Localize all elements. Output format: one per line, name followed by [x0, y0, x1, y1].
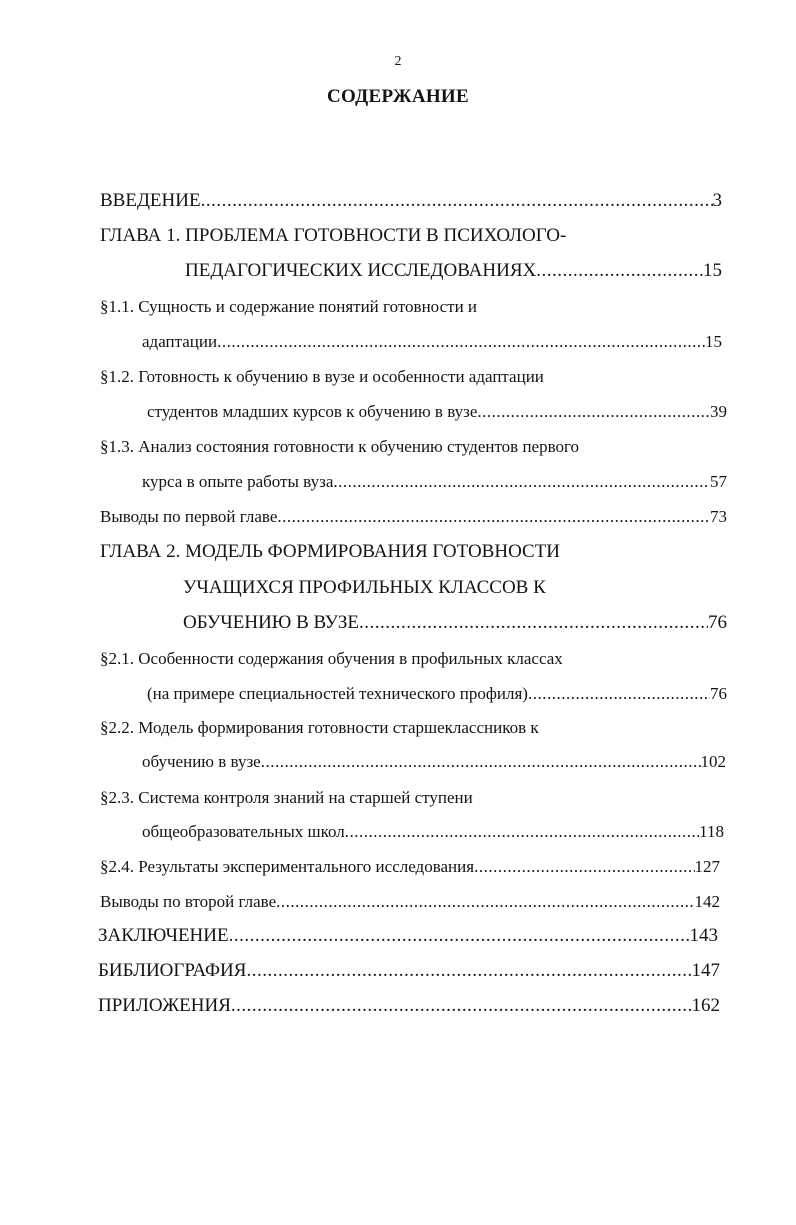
toc-conclusions-chapter-1	[100, 507, 727, 527]
toc-entry-text: ОБУЧЕНИЮ В ВУЗЕ	[183, 612, 359, 633]
toc-entry-intro	[100, 190, 722, 212]
toc-entry-bibliography	[98, 960, 720, 982]
toc-entry-text: ГЛАВА 1. ПРОБЛЕМА ГОТОВНОСТИ В ПСИХОЛОГО-	[100, 225, 567, 246]
dot-leader	[201, 190, 713, 212]
dot-leader	[231, 995, 692, 1017]
toc-entry-text: студентов младших курсов к обучению в вузе	[147, 402, 478, 421]
toc-section-1-1-line1	[100, 297, 722, 317]
dot-leader	[359, 612, 708, 634]
toc-section-1-3-line1	[100, 437, 722, 457]
dot-leader	[536, 260, 703, 282]
toc-entry-text: адаптации	[142, 332, 218, 351]
dot-leader	[246, 960, 691, 982]
dot-leader	[277, 507, 710, 527]
toc-entry-text: Выводы по первой главе	[100, 507, 278, 526]
toc-page-number: 73	[710, 507, 727, 526]
toc-entry-text: курса в опыте работы вуза	[142, 472, 334, 491]
toc-entry-text: §2.2. Модель формирования готовности старшеклассников к	[100, 718, 539, 737]
dot-leader	[229, 925, 690, 947]
toc-entry-text: ГЛАВА 2. МОДЕЛЬ ФОРМИРОВАНИЯ ГОТОВНОСТИ	[100, 541, 561, 562]
toc-section-2-4	[100, 857, 720, 877]
toc-entry-appendices	[98, 995, 720, 1017]
toc-page-number: 147	[691, 960, 720, 981]
toc-section-2-3-line2	[142, 822, 724, 842]
dot-leader	[261, 752, 701, 772]
toc-chapter-2-line2	[183, 577, 723, 599]
toc-section-2-1-line1	[100, 649, 727, 669]
toc-page-number: 102	[700, 752, 726, 771]
toc-page-number: 76	[710, 684, 727, 703]
dot-leader	[276, 892, 694, 912]
toc-page-number: 118	[699, 822, 724, 841]
toc-entry-text: общеобразовательных школ	[142, 822, 345, 841]
page-title: СОДЕРЖАНИЕ	[327, 86, 469, 107]
dot-leader	[333, 472, 710, 492]
toc-entry-text: УЧАЩИХСЯ ПРОФИЛЬНЫХ КЛАССОВ К	[183, 577, 546, 598]
toc-page-number: 143	[689, 925, 718, 946]
toc-section-2-3-line1	[100, 788, 727, 808]
toc-entry-text: §1.3. Анализ состояния готовности к обучению студентов первого	[100, 437, 580, 456]
dot-leader	[345, 822, 699, 842]
toc-page-number: 162	[691, 995, 720, 1016]
toc-entry-text: ВВЕДЕНИЕ	[100, 190, 201, 211]
toc-chapter-2-line1	[100, 541, 722, 563]
toc-section-2-2-line2	[142, 752, 726, 772]
toc-page-number: 15	[703, 260, 722, 281]
toc-page-number: 39	[710, 402, 727, 421]
toc-section-1-2-line2	[147, 402, 727, 422]
toc-entry-text: §1.2. Готовность к обучению в вузе и особенности адаптации	[100, 367, 544, 386]
toc-entry-text: §2.1. Особенности содержания обучения в профильных классах	[100, 649, 563, 668]
toc-conclusions-chapter-2	[100, 892, 720, 912]
toc-entry-text: БИБЛИОГРАФИЯ	[98, 960, 247, 981]
toc-entry-text: ПЕДАГОГИЧЕСКИХ ИССЛЕДОВАНИЯХ	[185, 260, 537, 281]
toc-entry-text: §2.4. Результаты экспериментального исследования	[100, 857, 475, 876]
dot-leader	[217, 332, 705, 352]
toc-entry-text: §2.3. Система контроля знаний на старшей ступени	[100, 788, 473, 807]
toc-section-2-1-line2	[147, 684, 727, 704]
toc-section-1-3-line2	[142, 472, 727, 492]
toc-entry-text: обучению в вузе	[142, 752, 261, 771]
toc-entry-text: ЗАКЛЮЧЕНИЕ	[98, 925, 229, 946]
dot-leader	[528, 684, 710, 704]
toc-section-1-2-line1	[100, 367, 722, 387]
page-number: 2	[394, 54, 402, 69]
toc-entry-text: Выводы по второй главе	[100, 892, 277, 911]
toc-section-1-1-line2	[142, 332, 722, 352]
toc-page-number: 57	[710, 472, 727, 491]
toc-entry-conclusion	[98, 925, 718, 947]
toc-entry-text: §1.1. Сущность и содержание понятий готовности и	[100, 297, 478, 316]
toc-page-number: 3	[712, 190, 722, 211]
toc-entry-text: (на примере специальностей технического профиля)	[147, 684, 528, 703]
toc-chapter-1-line2	[185, 260, 722, 282]
dot-leader	[477, 402, 710, 422]
toc-chapter-1-line1	[100, 225, 722, 247]
toc-entry-text: ПРИЛОЖЕНИЯ	[98, 995, 231, 1016]
toc-chapter-2-line3	[183, 612, 727, 634]
toc-page-number: 142	[694, 892, 720, 911]
dot-leader	[474, 857, 694, 877]
toc-page-number: 76	[708, 612, 727, 633]
toc-page-number: 127	[694, 857, 720, 876]
toc-section-2-2-line1	[100, 718, 727, 738]
toc-page-number: 15	[705, 332, 722, 351]
